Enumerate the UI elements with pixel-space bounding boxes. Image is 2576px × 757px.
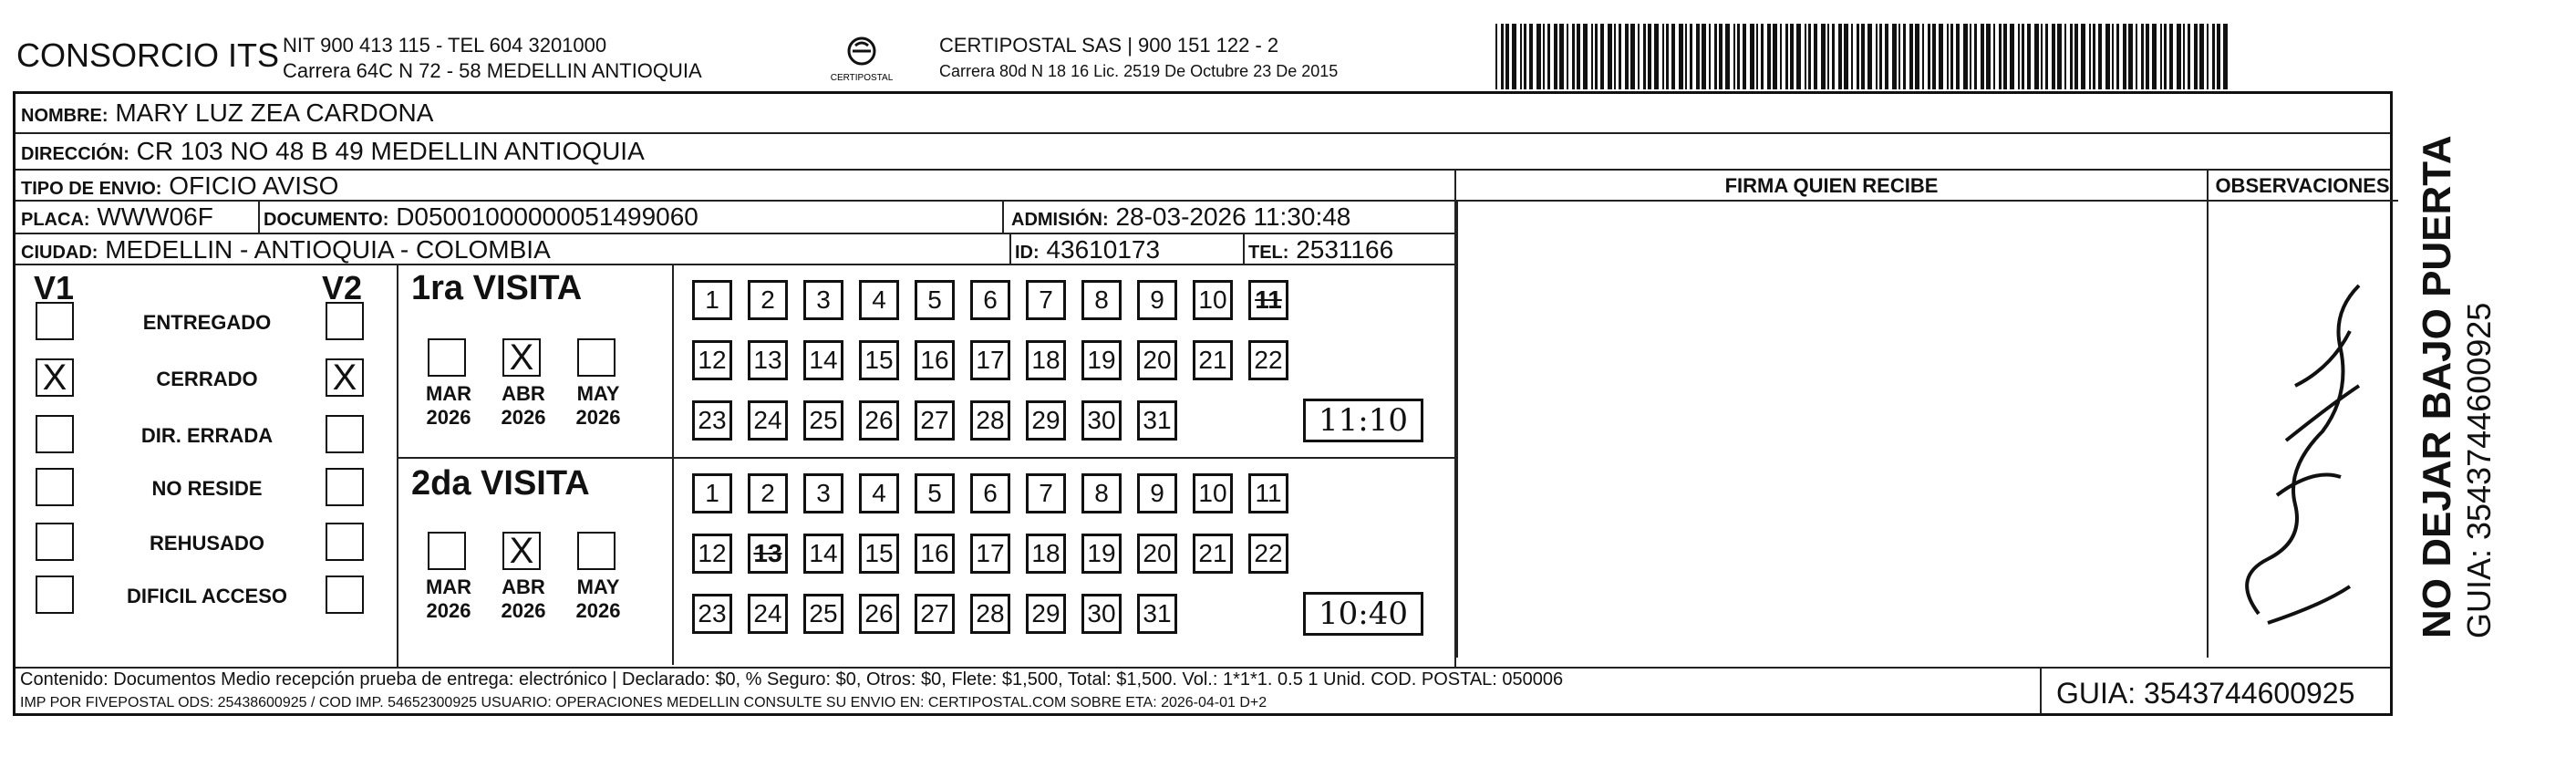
month-checkbox[interactable] (428, 532, 466, 570)
visit1-block (398, 265, 1456, 459)
day-box[interactable]: 10 (1193, 473, 1233, 513)
barcode-bar (2188, 24, 2190, 89)
day-box[interactable]: 26 (859, 594, 899, 634)
barcode-bar (2141, 24, 2144, 89)
day-box[interactable]: 26 (859, 400, 899, 441)
barcode-bar (1702, 24, 1706, 89)
barcode-bar (1805, 24, 1806, 89)
barcode-bar (1780, 24, 1782, 89)
barcode-bar (1867, 24, 1872, 89)
year-label: 2026 (426, 406, 471, 429)
day-box[interactable]: 22 (1248, 340, 1288, 380)
barcode-bar (1547, 24, 1550, 89)
barcode-bar (1614, 24, 1616, 89)
barcode-bar (2223, 24, 2228, 89)
day-box[interactable]: 14 (803, 534, 843, 574)
barcode-bar (2116, 24, 2119, 89)
id-value: 43610173 (1046, 235, 1161, 264)
barcode-bar (2057, 24, 2062, 89)
v2-label: V2 (322, 269, 363, 306)
day-box[interactable]: 17 (970, 534, 1010, 574)
visit1-title: 1ra VISITA (411, 269, 583, 307)
day-box[interactable]: 9 (1137, 280, 1177, 320)
day-box[interactable]: 28 (970, 594, 1010, 634)
month-label: MAR (425, 576, 472, 598)
barcode-bar (1591, 24, 1593, 89)
year-label: 2026 (575, 406, 621, 429)
barcode-bar (1638, 24, 1640, 89)
visit2-title: 2da VISITA (411, 464, 590, 503)
barcode-bar (1756, 24, 1758, 89)
day-box[interactable]: 21 (1193, 534, 1233, 574)
id-cell (1015, 234, 1245, 264)
side-guia: GUIA: 3543744600925 (2460, 302, 2498, 638)
day-box[interactable]: 5 (915, 473, 955, 513)
ciudad-label: CIUDAD: (21, 243, 98, 263)
barcode-bar (1595, 24, 1598, 89)
barcode-bar (1501, 24, 1504, 89)
day-box[interactable]: 25 (803, 594, 843, 634)
barcode-bar (2010, 24, 2014, 89)
day-box[interactable]: 8 (1081, 280, 1122, 320)
barcode-bar (1743, 24, 1746, 89)
barcode-bar (2089, 24, 2091, 89)
day-box[interactable]: 5 (915, 280, 955, 320)
day-box[interactable]: 6 (970, 473, 1010, 513)
barcode-bar (1679, 24, 1683, 89)
barcode-bar (1643, 24, 1646, 89)
day-box[interactable]: 24 (748, 400, 788, 441)
barcode-bar (1844, 24, 1848, 89)
day-box[interactable]: 23 (692, 594, 732, 634)
barcode-bar (2041, 24, 2043, 89)
day-box[interactable]: 30 (1081, 594, 1122, 634)
footer-contents: Contenido: Documentos Medio recepción prueba de entrega: electrónico | Declarado: $0, % Seguro: $0, Otros: $0, Flete: $1,500, Total: $1,500. Vol.: 1*1*1. 0.5 1 Unid. COD. POSTAL: 050006 (20, 669, 1564, 690)
status-reason-label: DIFICIL ACCESO (126, 585, 287, 607)
day-box[interactable]: 7 (1026, 280, 1066, 320)
admision-label: ADMISIÓN: (1011, 210, 1109, 230)
barcode-bar (1885, 24, 1888, 89)
v2-checkbox[interactable]: X (326, 358, 364, 397)
barcode-bar (1814, 24, 1817, 89)
barcode-bar (1608, 24, 1612, 89)
placa-label: PLACA: (21, 210, 90, 230)
barcode-bar (1696, 24, 1700, 89)
v2-checkbox[interactable] (326, 523, 364, 561)
barcode-bar (1785, 24, 1788, 89)
day-box[interactable]: 16 (915, 534, 955, 574)
barcode-bar (2212, 24, 2215, 89)
day-box[interactable]: 18 (1026, 340, 1066, 380)
tel-cell (1248, 234, 1393, 268)
month-label: ABR (502, 382, 545, 405)
certipostal-line1: CERTIPOSTAL SAS | 900 151 122 - 2 (939, 34, 1279, 57)
barcode-bar (1685, 24, 1687, 89)
firma-divider (1456, 202, 1458, 658)
barcode-bar (2018, 24, 2020, 89)
barcode-bar (1832, 24, 1835, 89)
status-reason-label: REHUSADO (150, 532, 264, 555)
day-box[interactable]: 8 (1081, 473, 1122, 513)
footer-rule (16, 667, 2390, 669)
barcode-bar (1577, 24, 1580, 89)
month-checkbox[interactable] (577, 338, 616, 377)
barcode-bar (1851, 24, 1853, 89)
v2-checkbox[interactable] (326, 302, 364, 340)
barcode-bar (2074, 24, 2078, 89)
barcode-bar (2105, 24, 2110, 89)
month-checkbox[interactable] (577, 532, 616, 570)
hour-box[interactable]: 11:10 (1303, 399, 1423, 442)
day-box[interactable]: 14 (803, 340, 843, 380)
barcode-bar (1666, 24, 1669, 89)
v1-label: V1 (34, 269, 75, 306)
month-label: MAY (576, 382, 620, 405)
barcode-bar (1524, 24, 1526, 89)
certipostal-logo (812, 33, 912, 91)
barcode-bar (1543, 24, 1545, 89)
day-box[interactable]: 2 (748, 280, 788, 320)
month-checkbox[interactable]: X (502, 338, 541, 377)
day-box[interactable]: 6 (970, 280, 1010, 320)
day-box[interactable]: 19 (1081, 340, 1122, 380)
barcode-bar (1981, 24, 1984, 89)
day-box[interactable]: 11 (1248, 280, 1288, 320)
barcode-bar (2034, 24, 2039, 89)
documento-value: D05001000000051499060 (396, 202, 698, 231)
barcode-bar (2160, 24, 2162, 89)
documento-cell (264, 202, 1004, 233)
day-box[interactable]: 29 (1026, 400, 1066, 441)
barcode-bar (1963, 24, 1968, 89)
placa-cell (21, 202, 260, 233)
barcode-bar (1970, 24, 1971, 89)
barcode-bar (1671, 24, 1675, 89)
barcode-bar (1999, 24, 2002, 89)
barcode-bar (1554, 24, 1557, 89)
day-box[interactable]: 1 (692, 473, 732, 513)
observaciones-divider (2207, 202, 2209, 658)
delivery-form (13, 91, 2393, 716)
barcode-bar (1690, 24, 1692, 89)
barcode-bar (1505, 24, 1509, 89)
day-box[interactable]: 17 (970, 340, 1010, 380)
visit1-divider (672, 265, 674, 457)
certipostal-line2: Carrera 80d N 18 16 Lic. 2519 De Octubre 23 De 2015 (939, 62, 1339, 80)
barcode-bar (1600, 24, 1604, 89)
barcode-bar (1709, 24, 1711, 89)
barcode-bar (1495, 24, 1497, 89)
day-box[interactable]: 20 (1137, 340, 1177, 380)
id-label: ID: (1015, 243, 1040, 263)
barcode-bar (2027, 24, 2031, 89)
day-box[interactable]: 28 (970, 400, 1010, 441)
day-box[interactable]: 21 (1193, 340, 1233, 380)
barcode-bar (1619, 24, 1621, 89)
firma-label: FIRMA QUIEN RECIBE (1724, 174, 1939, 197)
side-warning: NO DEJAR BAJO PUERTA (2415, 135, 2459, 638)
barcode-bar (1773, 24, 1777, 89)
year-label: 2026 (575, 599, 621, 622)
v2-checkbox[interactable] (326, 576, 364, 614)
barcode-bar (1956, 24, 1960, 89)
day-box[interactable]: 29 (1026, 594, 1066, 634)
logo-text: CERTIPOSTAL (830, 73, 894, 83)
footer-guia: GUIA: 3543744600925 (2056, 677, 2355, 710)
barcode-bar (2081, 24, 2085, 89)
barcode-bar (1572, 24, 1575, 89)
day-box[interactable]: 1 (692, 280, 732, 320)
barcode-bar (2003, 24, 2007, 89)
barcode-bar (1939, 24, 1943, 89)
barcode-bar (1725, 24, 1730, 89)
barcode-bar (1790, 24, 1794, 89)
barcode-bar (1922, 24, 1924, 89)
barcode-bar (2177, 24, 2181, 89)
barcode-bar (1767, 24, 1771, 89)
barcode-bar (1903, 24, 1906, 89)
day-box[interactable]: 19 (1081, 534, 1122, 574)
barcode-bar (2183, 24, 2185, 89)
day-box[interactable]: 15 (859, 340, 899, 380)
row-placa (16, 202, 1456, 234)
day-box[interactable]: 15 (859, 534, 899, 574)
barcode-bar (1750, 24, 1754, 89)
year-label: 2026 (426, 599, 471, 622)
barcode-bar (1857, 24, 1859, 89)
barcode-bar (1861, 24, 1865, 89)
v1-checkbox[interactable] (36, 523, 74, 561)
v1-checkbox[interactable] (36, 576, 74, 614)
day-box[interactable]: 11 (1248, 473, 1288, 513)
day-box[interactable]: 30 (1081, 400, 1122, 441)
hour-box[interactable]: 10:40 (1303, 592, 1423, 636)
day-box[interactable]: 9 (1137, 473, 1177, 513)
month-checkbox[interactable] (428, 338, 466, 377)
barcode-bar (2112, 24, 2114, 89)
barcode-bar (1714, 24, 1717, 89)
visit2-block (398, 459, 1456, 667)
day-box[interactable]: 31 (1137, 594, 1177, 634)
row-nombre (16, 94, 2390, 134)
day-box[interactable]: 2 (748, 473, 788, 513)
barcode-bar (1583, 24, 1588, 89)
barcode-bar (1808, 24, 1811, 89)
firma-header (1456, 171, 2207, 202)
barcode-bar (1512, 24, 1516, 89)
status-reason-label: DIR. ERRADA (140, 424, 274, 447)
direccion-label: DIRECCIÓN: (21, 144, 129, 164)
barcode-bar (1567, 24, 1568, 89)
tel-label: TEL: (1248, 243, 1289, 263)
month-label: MAY (576, 576, 620, 598)
visit2-divider (672, 459, 674, 665)
barcode-bar (1974, 24, 1977, 89)
company-name: CONSORCIO ITS (16, 36, 280, 74)
row-direccion (16, 134, 2390, 171)
observaciones-label: OBSERVACIONES (2215, 174, 2390, 197)
placa-value: WWW06F (97, 202, 213, 231)
footer-divider (2040, 667, 2042, 714)
day-box[interactable]: 27 (915, 594, 955, 634)
barcode-bar (1928, 24, 1930, 89)
status-reason-label: ENTREGADO (142, 311, 272, 334)
nit-line: NIT 900 413 115 - TEL 604 3201000 (283, 34, 607, 57)
day-box[interactable]: 3 (803, 473, 843, 513)
footer-print-info: IMP POR FIVEPOSTAL ODS: 25438600925 / COD IMP. 54652300925 USUARIO: OPERACIONES MEDELLIN CONSULTE SU ENVIO EN: CERTIPOSTAL.COM SOBRE ETA: 2026-04-01 D+2 (20, 695, 1267, 710)
v1-checkbox[interactable] (36, 302, 74, 340)
tel-value: 2531166 (1296, 235, 1394, 264)
side-text (2415, 135, 2498, 638)
day-box[interactable]: 7 (1026, 473, 1066, 513)
v1-checkbox[interactable] (36, 415, 74, 453)
barcode-bar (1719, 24, 1723, 89)
day-box[interactable]: 20 (1137, 534, 1177, 574)
certipostal-info (939, 33, 1338, 84)
barcode-bar (2207, 24, 2209, 89)
row-ciudad (16, 234, 1456, 265)
day-box[interactable]: 24 (748, 594, 788, 634)
status-reason-label: CERRADO (156, 368, 258, 390)
barcode-bar (1986, 24, 1991, 89)
day-box[interactable]: 25 (803, 400, 843, 441)
barcode-bar (2136, 24, 2137, 89)
day-box[interactable]: 31 (1137, 400, 1177, 441)
barcode-bar (2064, 24, 2066, 89)
barcode-bar (1654, 24, 1659, 89)
status-block (16, 265, 398, 667)
year-label: 2026 (501, 599, 546, 622)
month-label: ABR (502, 576, 545, 598)
company-address: Carrera 64C N 72 - 58 MEDELLIN ANTIOQUIA (283, 59, 702, 82)
barcode-bar (2217, 24, 2220, 89)
direccion-value: CR 103 NO 48 B 49 MEDELLIN ANTIOQUIA (136, 137, 645, 165)
row-tipo (16, 171, 1456, 202)
barcode-bar (1737, 24, 1740, 89)
barcode-bar (1909, 24, 1913, 89)
barcode-bar (1821, 24, 1826, 89)
day-box[interactable]: 10 (1193, 280, 1233, 320)
barcode-bar (1625, 24, 1629, 89)
v1-checkbox[interactable] (36, 468, 74, 506)
barcode-bar (1761, 24, 1764, 89)
month-checkbox[interactable]: X (502, 532, 541, 570)
admision-value: 28-03-2026 11:30:48 (1115, 202, 1351, 231)
barcode-bar (1529, 24, 1533, 89)
barcode-bar (1879, 24, 1882, 89)
documento-label: DOCUMENTO: (264, 210, 389, 230)
tipo-label: TIPO DE ENVIO: (21, 179, 162, 199)
v2-checkbox[interactable] (326, 415, 364, 453)
barcode-bar (1947, 24, 1949, 89)
barcode-bar (1915, 24, 1919, 89)
barcode-bar (1520, 24, 1522, 89)
signature-drawing (2222, 222, 2386, 650)
barcode-bar (1892, 24, 1897, 89)
barcode-bar (2098, 24, 2102, 89)
ciudad-value: MEDELLIN - ANTIOQUIA - COLOMBIA (105, 235, 551, 264)
day-box[interactable]: 22 (1248, 534, 1288, 574)
barcode-bar (1898, 24, 1900, 89)
barcode-bar (1796, 24, 1801, 89)
barcode-bar (2052, 24, 2055, 89)
barcode-bar (1559, 24, 1564, 89)
day-box[interactable]: 13 (748, 340, 788, 380)
barcode-bar (2146, 24, 2149, 89)
barcode-bar (2123, 24, 2126, 89)
barcode-bar (2045, 24, 2048, 89)
barcode-bar (2152, 24, 2157, 89)
barcode-bar (1662, 24, 1664, 89)
barcode-bar (1733, 24, 1735, 89)
admision-cell (1011, 202, 1350, 235)
barcode-bar (1993, 24, 1995, 89)
status-reason-label: NO RESIDE (151, 477, 263, 500)
barcode-bar (2093, 24, 2095, 89)
barcode-bar (2199, 24, 2204, 89)
day-box[interactable]: 18 (1026, 534, 1066, 574)
day-box[interactable]: 4 (859, 473, 899, 513)
barcode-bar (2169, 24, 2173, 89)
month-label: MAR (425, 382, 472, 405)
barcode-bar (2164, 24, 2167, 89)
barcode-bar (1876, 24, 1878, 89)
barcode-bar (2022, 24, 2024, 89)
day-box[interactable]: 12 (692, 340, 732, 380)
barcode-bar (1536, 24, 1541, 89)
company-info (283, 33, 702, 84)
v1-checkbox[interactable]: X (36, 358, 74, 397)
day-box[interactable]: 3 (803, 280, 843, 320)
barcode-bar (1932, 24, 1936, 89)
tipo-value: OFICIO AVISO (169, 171, 339, 200)
ciudad-cell (21, 234, 1011, 264)
day-box[interactable]: 12 (692, 534, 732, 574)
year-label: 2026 (501, 406, 546, 429)
observaciones-header (2207, 171, 2398, 202)
barcode-bar (1630, 24, 1635, 89)
barcode-bar (1950, 24, 1953, 89)
nombre-label: NOMBRE: (21, 106, 109, 126)
nombre-value: MARY LUZ ZEA CARDONA (115, 99, 434, 127)
barcode-bar (2194, 24, 2198, 89)
barcode (1495, 24, 2229, 89)
day-box[interactable]: 4 (859, 280, 899, 320)
day-box[interactable]: 27 (915, 400, 955, 441)
barcode-bar (2070, 24, 2073, 89)
barcode-bar (1838, 24, 1842, 89)
barcode-bar (1648, 24, 1651, 89)
barcode-bar (2128, 24, 2133, 89)
v2-checkbox[interactable] (326, 468, 364, 506)
day-box[interactable]: 23 (692, 400, 732, 441)
day-box[interactable]: 13 (748, 534, 788, 574)
day-box[interactable]: 16 (915, 340, 955, 380)
barcode-bar (1827, 24, 1829, 89)
